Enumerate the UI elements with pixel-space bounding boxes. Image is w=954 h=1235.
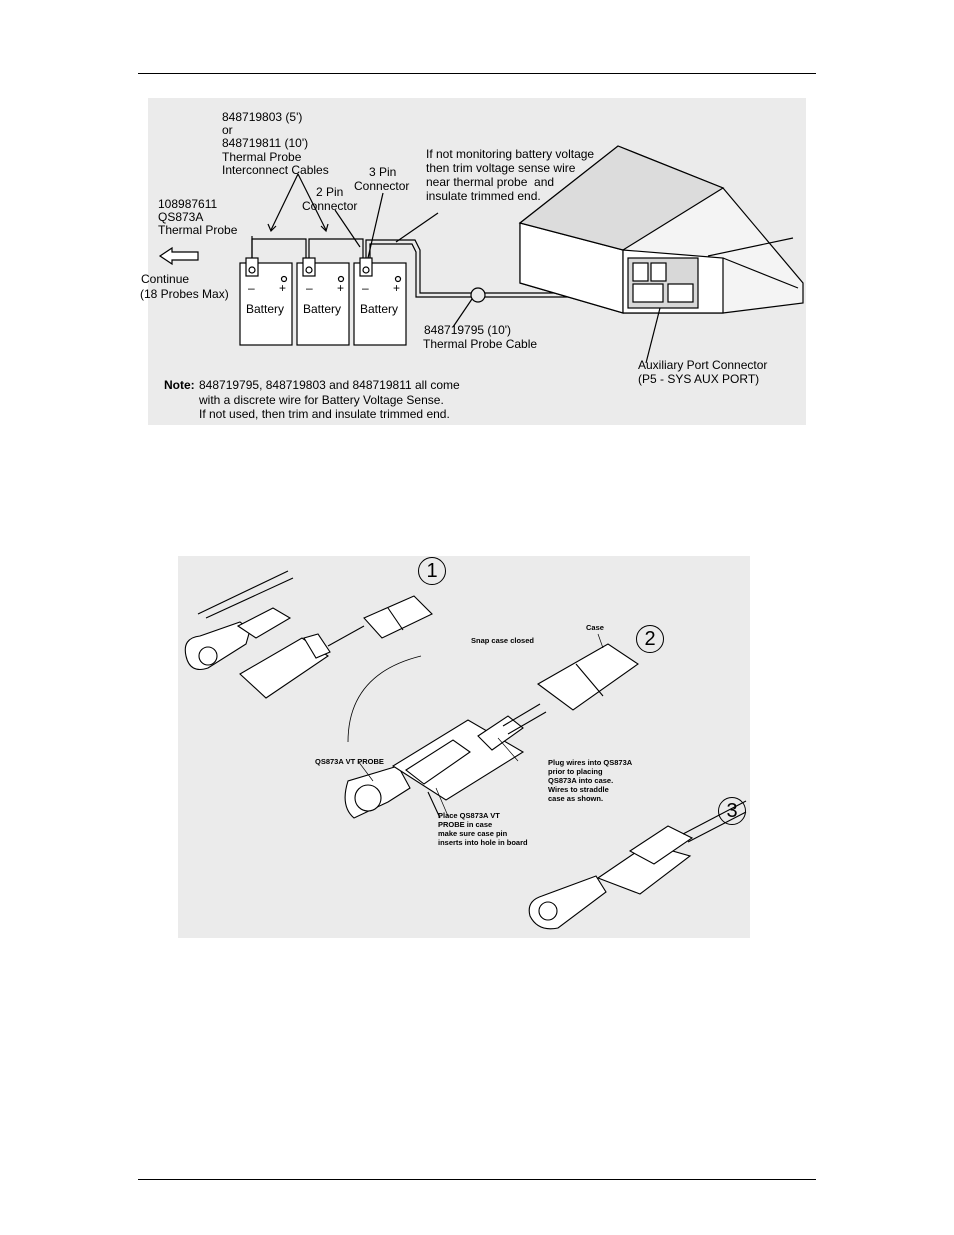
cable-option-a: 848719803 (5') [222,110,303,124]
trim-note-1: If not monitoring battery voltage [426,147,595,161]
cable-part: 848719795 (10') [424,323,512,337]
step1-case [364,596,432,638]
plug-note-5: case as shown. [548,794,604,803]
two-pin-1: 2 Pin [316,185,344,199]
step-2-marker: 2 [636,625,664,653]
battery-2-label: Battery [303,302,342,316]
aux-port-1: Auxiliary Port Connector [638,358,768,372]
plug-note-3: QS873A into case. [548,776,614,785]
three-pin-1: 3 Pin [369,165,397,179]
trim-note-2: then trim voltage sense wire [426,161,576,175]
header-rule [138,73,816,74]
step-1-marker: 1 [418,557,446,585]
cable-name: Thermal Probe Cable [423,337,538,351]
trim-note-4: insulate trimmed end. [426,189,541,203]
place-note-1: Place QS873A VT [438,811,500,820]
cable-desc-2: Interconnect Cables [222,163,329,177]
step2-open-case [538,644,638,710]
assembly-diagram [178,556,750,938]
plug-note-2: prior to placing [548,767,603,776]
cable-option-b: 848719811 (10') [222,136,309,150]
place-note-3: make sure case pin [438,829,508,838]
battery-1-label: Battery [246,302,285,316]
battery-2-minus: – [306,281,313,295]
step2-ring-hole [355,785,381,811]
footer-rule [138,1179,816,1180]
probe-name: Thermal Probe [158,223,238,237]
place-note-4: inserts into hole in board [438,838,528,847]
battery-3-minus: – [362,281,369,295]
battery-3-plus: + [393,281,401,295]
step1-ring-terminal [185,622,250,670]
note-line-1: 848719795, 848719803 and 848719811 all come [199,378,460,392]
continue-2: (18 Probes Max) [140,287,229,301]
two-pin-2: Connector [302,199,358,213]
cable-or: or [222,123,233,137]
cable-desc-1: Thermal Probe [222,150,302,164]
continue-1: Continue [141,272,190,286]
trim-note-3: near thermal probe and [426,175,555,189]
probe-part: 108987611 [158,197,218,211]
note-line-2: with a discrete wire for Battery Voltage Sense. [199,393,444,407]
battery-1-plus: + [279,281,287,295]
assembly-diagram-drawing [178,556,750,938]
probe-label: QS873A VT PROBE [315,757,384,766]
case-label: Case [586,623,604,632]
snap-label: Snap case closed [471,636,534,645]
step-3-marker: 3 [718,797,746,825]
aux-port-2: (P5 - SYS AUX PORT) [638,372,760,386]
plug-note-4: Wires to straddle [548,785,609,794]
note-line-3: If not used, then trim and insulate trimmed end. [199,407,450,421]
battery-2-plus: + [337,281,345,295]
plug-note-1: Plug wires into QS873A [548,758,633,767]
note-label: Note: [164,378,195,392]
battery-1-minus: – [248,281,255,295]
probe-model: QS873A [158,210,204,224]
battery-3-label: Battery [360,302,399,316]
three-pin-2: Connector [354,179,410,193]
wiring-diagram [140,98,806,425]
place-note-2: PROBE in case [438,820,493,829]
